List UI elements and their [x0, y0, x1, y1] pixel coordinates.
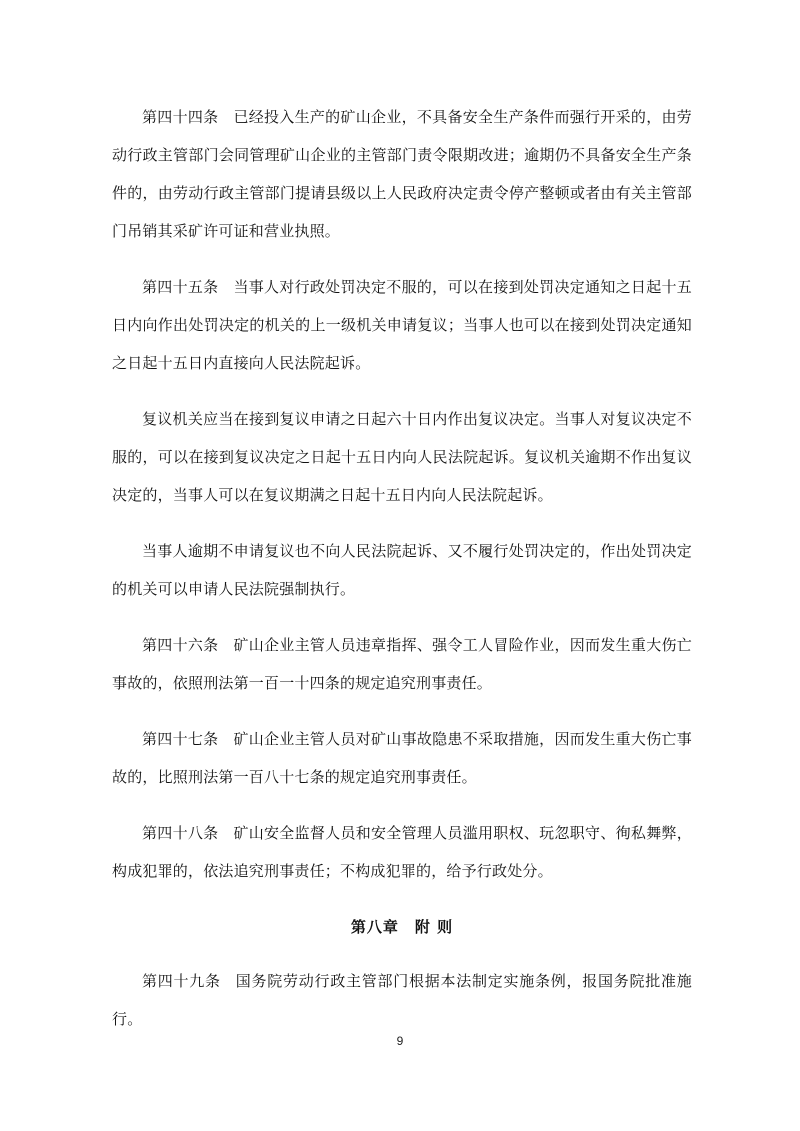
article-number: 第四十七条 — [142, 730, 219, 748]
article-text: 矿山企业主管人员对矿山事故隐患不采取措施，因而发生重大伤亡事故的，比照刑法第一百八十七条的规定追究刑事责任。 — [112, 730, 692, 786]
article-number: 第四十六条 — [142, 636, 219, 654]
article-46-paragraph — [112, 626, 692, 702]
article-text: 国务院劳动行政主管部门根据本法制定实施条例，报国务院批准施行。 — [112, 972, 692, 1028]
chapter-heading: 第八章 附 则 — [350, 918, 454, 936]
page-number: 9 — [396, 1034, 404, 1048]
enforcement-paragraph — [112, 532, 692, 608]
article-number: 第四十九条 — [142, 972, 221, 990]
paragraph-text: 当事人逾期不申请复议也不向人民法院起诉、又不履行处罚决定的，作出处罚决定的机关可以申请人民法院强制执行。 — [112, 542, 692, 598]
article-47-paragraph — [112, 720, 692, 796]
paragraph-text: 复议机关应当在接到复议申请之日起六十日内作出复议决定。当事人对复议决定不服的，可以在接到复议决定之日起十五日内向人民法院起诉。复议机关逾期不作出复议决定的，当事人可以在复议期满之日起十五日内向人民法院起诉。 — [112, 410, 692, 504]
article-44-paragraph — [112, 98, 692, 250]
article-45-paragraph — [112, 268, 692, 382]
article-49-paragraph — [112, 962, 692, 1038]
reconsideration-paragraph — [112, 400, 692, 514]
article-number: 第四十四条 — [142, 108, 219, 126]
article-text: 已经投入生产的矿山企业，不具备安全生产条件而强行开采的，由劳动行政主管部门会同管理矿山企业的主管部门责令限期改进；逾期仍不具备安全生产条件的，由劳动行政主管部门提请县级以上人民政府决定责令停产整顿或者由有关主管部门吊销其采矿许可证和营业执照。 — [112, 108, 692, 240]
article-text: 矿山安全监督人员和安全管理人员滥用职权、玩忽职守、徇私舞弊，构成犯罪的，依法追究刑事责任；不构成犯罪的，给予行政处分。 — [112, 824, 692, 880]
article-text: 矿山企业主管人员违章指挥、强令工人冒险作业，因而发生重大伤亡事故的，依照刑法第一百一十四条的规定追究刑事责任。 — [112, 636, 692, 692]
article-text: 当事人对行政处罚决定不服的，可以在接到处罚决定通知之日起十五日内向作出处罚决定的机关的上一级机关申请复议；当事人也可以在接到处罚决定通知之日起十五日内直接向人民法院起诉。 — [112, 278, 692, 372]
article-48-paragraph — [112, 814, 692, 890]
article-number: 第四十八条 — [142, 824, 219, 842]
article-number: 第四十五条 — [142, 278, 219, 296]
document-page — [112, 98, 692, 1056]
